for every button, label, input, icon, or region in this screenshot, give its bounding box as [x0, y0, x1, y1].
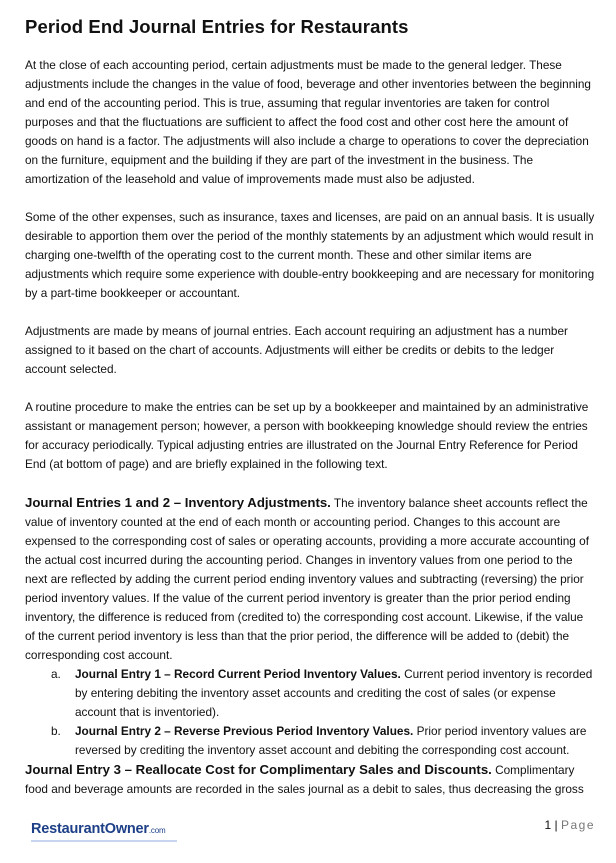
paragraph-procedure: A routine procedure to make the entries can be set up by a bookkeeper and maintained by an administrative assistant or management person; however, a person with bookkeeping knowledge should review the entries for accuracy periodically. Typical adjusting entries are illustrated on the Journal Entry Reference for Period End (at bottom of page) and are briefly explained in the following text. [25, 400, 589, 471]
section-heading: Journal Entries 1 and 2 – Inventory Adjustments. [25, 495, 331, 510]
logo-suffix: .com [148, 826, 166, 835]
paragraph-intro: At the close of each accounting period, certain adjustments must be made to the general ledger. These adjustments include the changes in the value of food, beverage and other inventories between the beginning and end of the accounting period. This is true, assuming that regular inventories are taken for control purposes and that the fluctuations are sufficient to affect the food cost and other cost here the amount of goods on hand is a factor. The adjustments will also include a charge to operations to cover the depreciation on the furniture, equipment and the building if they are part of the investment in the business. The amortization of the leasehold and value of improvements made must also be adjusted. [25, 58, 591, 186]
page-number [544, 818, 595, 832]
list-item-heading: Journal Entry 2 – Reverse Previous Period Inventory Values. [75, 724, 414, 738]
paragraph-expenses: Some of the other expenses, such as insurance, taxes and licenses, are paid on an annual basis. It is usually desirable to apportion them over the period of the monthly statements by an adjustment which would result in charging one-twelfth of the operating cost to the current month. These and other similar items are adjustments which require some experience with double-entry bookkeeping and are necessary for monitoring by a part-time bookkeeper or accountant. [25, 210, 595, 300]
list-item [25, 722, 595, 760]
logo-text: RestaurantOwner [31, 821, 149, 837]
list-item-heading: Journal Entry 1 – Record Current Period Inventory Values. [75, 667, 401, 681]
restaurantowner-logo[interactable] [31, 821, 165, 837]
list-marker: a. [51, 667, 61, 681]
page-number-value: 1 [544, 818, 552, 832]
page-separator: | [551, 818, 561, 832]
document-page [25, 14, 595, 799]
paragraph-adjustments: Adjustments are made by means of journal entries. Each account requiring an adjustment has a number assigned to it based on the chart of accounts. Adjustments will either be credits or debits to the ledger account selected. [25, 324, 568, 376]
list-marker: b. [51, 724, 61, 738]
section-text: The inventory balance sheet accounts reflect the value of inventory counted at the end of each month or accounting period. Changes to this account are expensed to the corresponding cost of sales or operating accounts, providing a more accurate accounting of the actual cost incurred during the accounting period. Changes in inventory values from one period to the next are reflected by adding the current period ending inventory values and subtracting (reversing) the prior period inventory values. If the value of the current period inventory is greater than the prior period ending inventory, the difference is reduced from (credited to) the corresponding cost account. Likewise, if the value of the current period inventory is less than that the prior period, the difference will be added to (debit) the corresponding cost account. [25, 496, 589, 662]
page-footer [0, 808, 616, 863]
page-title: Period End Journal Entries for Restaurants [25, 16, 409, 37]
section-text: Complimentary food and beverage amounts are recorded in the sales journal as a debit to sales, thus decreasing the gross [25, 763, 584, 796]
page-word: Page [560, 818, 595, 832]
list-item-text: Prior period inventory values are reversed by crediting the inventory asset account and debiting the corresponding cost account. [75, 724, 587, 757]
section-heading: Journal Entry 3 – Reallocate Cost for Complimentary Sales and Discounts. [25, 762, 492, 777]
list-item [25, 665, 595, 722]
section-inventory-adjustments [25, 493, 595, 665]
list-item-text: Current period inventory is recorded by entering debiting the inventory asset accounts and crediting the cost of sales (or expense account that is inventoried). [75, 667, 593, 719]
logo-underline [31, 840, 177, 842]
section-complimentary-sales [25, 760, 595, 799]
